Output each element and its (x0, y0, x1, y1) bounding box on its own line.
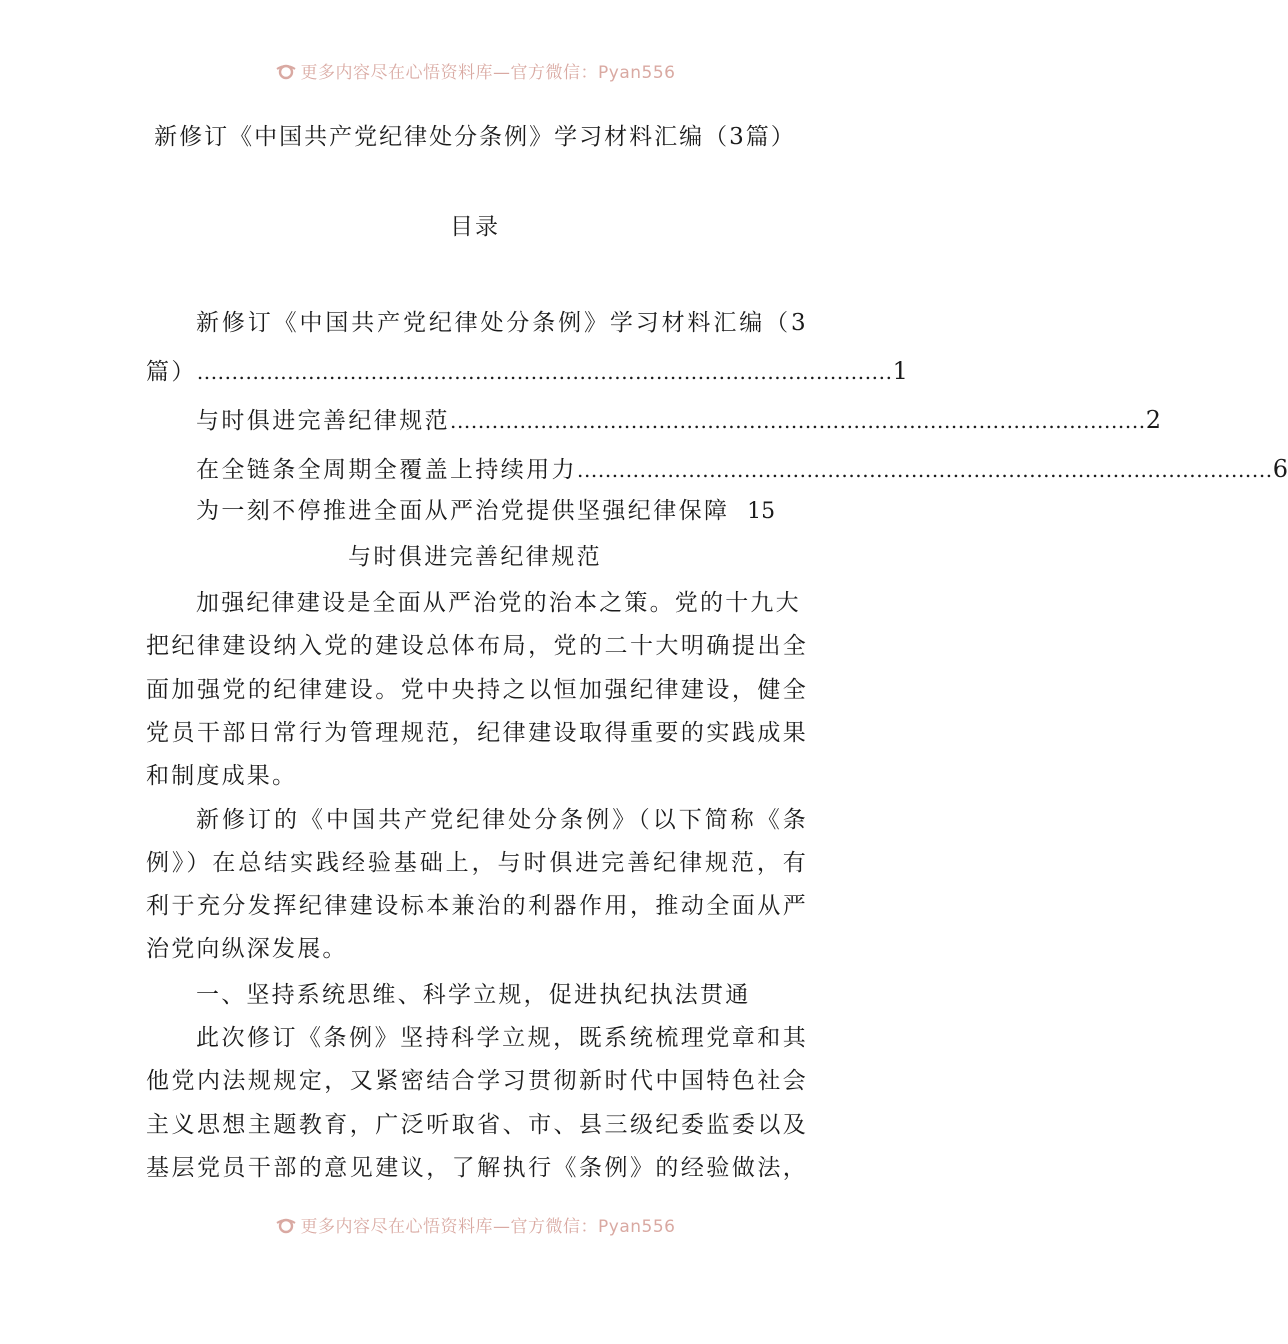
paragraph-2-line: 新修订的《中国共产党纪律处分条例》（以下简称《条 (196, 807, 808, 833)
paragraph-1-line: 加强纪律建设是全面从严治党的治本之策。党的十九大 (196, 590, 801, 616)
paragraph-2-line: 治党向纵深发展。 (146, 936, 348, 962)
toc-leader-dots: .................................................................................................... (577, 458, 1273, 482)
toc-leader-dots: .................................................................................................... (196, 360, 893, 384)
paragraph-1-line: 和制度成果。 (146, 763, 298, 789)
toc-entry-1-page: 1 (892, 357, 908, 385)
watermark-bottom (0, 1212, 950, 1237)
paragraph-3-line: 此次修订《条例》坚持科学立规，既系统梳理党章和其 (196, 1025, 808, 1051)
paragraph-2-line: 利于充分发挥纪律建设标本兼治的利器作用，推动全面从严 (146, 893, 808, 919)
toc-entry-1-line2: 篇） (146, 359, 197, 385)
toc-leader-dots: .................................................................................................... (450, 409, 1146, 433)
toc-entry-3-label: 在全链条全周期全覆盖上持续用力 (196, 457, 577, 483)
watermark-logo-icon (275, 1217, 297, 1235)
watermark-logo-icon (275, 63, 297, 81)
paragraph-1-line: 面加强党的纪律建设。党中央持之以恒加强纪律建设，健全 (146, 677, 808, 703)
paragraph-1-line: 党员干部日常行为管理规范，纪律建设取得重要的实践成果 (146, 720, 808, 746)
toc-entry-1-line1[interactable]: 新修订《中国共产党纪律处分条例》学习材料汇编（3 (196, 310, 808, 336)
paragraph-1-line: 把纪律建设纳入党的建设总体布局，党的二十大明确提出全 (146, 633, 808, 659)
toc-entry-2[interactable] (196, 405, 1162, 437)
section-heading-1: 一、坚持系统思维、科学立规，促进执纪执法贯通 (196, 982, 751, 1008)
paragraph-3-line: 基层党员干部的意见建议，了解执行《条例》的经验做法， (146, 1155, 808, 1181)
toc-entry-4[interactable] (196, 496, 775, 527)
watermark-text: 更多内容尽在心悟资料库—官方微信：Pyan556 (300, 63, 676, 83)
toc-heading: 目录 (450, 214, 500, 240)
toc-entry-4-label: 为一刻不停推进全面从严治党提供坚强纪律保障 (196, 498, 730, 524)
toc-entry-1[interactable] (146, 356, 908, 388)
toc-entry-3[interactable] (196, 454, 1288, 486)
watermark-text: 更多内容尽在心悟资料库—官方微信：Pyan556 (300, 1217, 676, 1237)
toc-entry-4-page: 15 (747, 499, 776, 524)
paragraph-2-line: 例》）在总结实践经验基础上，与时俱进完善纪律规范，有 (146, 850, 808, 876)
article-title: 与时俱进完善纪律规范 (348, 544, 602, 570)
toc-entry-3-page: 6 (1272, 455, 1288, 483)
toc-entry-2-label: 与时俱进完善纪律规范 (196, 408, 450, 434)
document-title: 新修订《中国共产党纪律处分条例》学习材料汇编（3篇） (154, 124, 796, 150)
watermark-top (0, 58, 950, 83)
paragraph-3-line: 他党内法规规定，又紧密结合学习贯彻新时代中国特色社会 (146, 1068, 808, 1094)
paragraph-3-line: 主义思想主题教育，广泛听取省、市、县三级纪委监委以及 (146, 1112, 808, 1138)
toc-entry-2-page: 2 (1145, 406, 1162, 434)
